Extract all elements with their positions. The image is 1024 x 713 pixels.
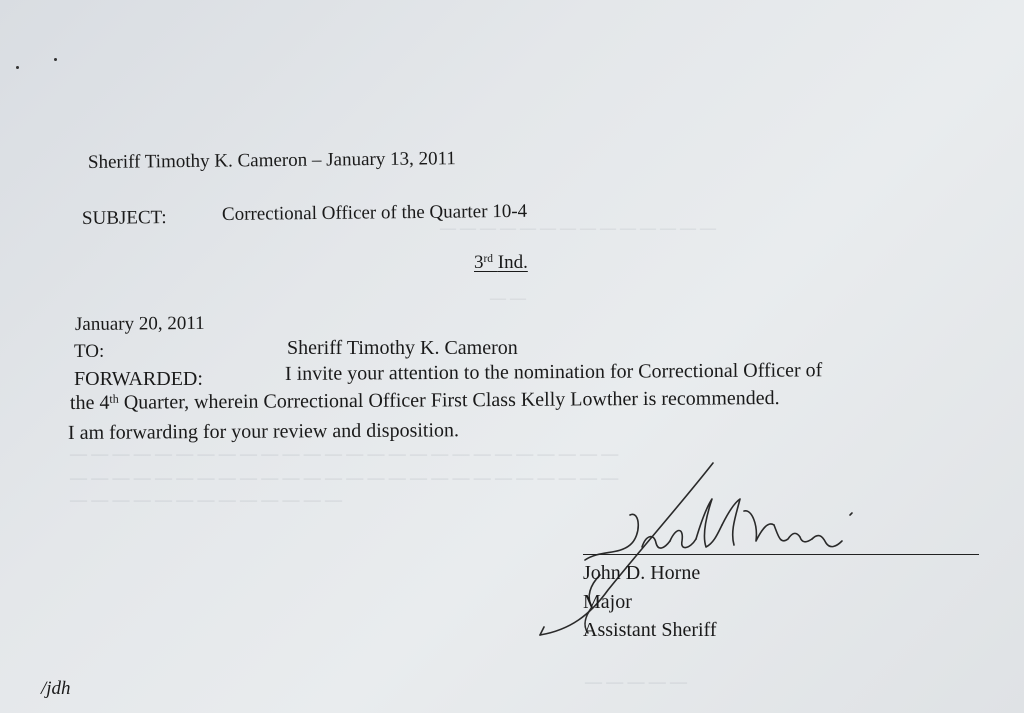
body-line-3: I am forwarding for your review and disposition.: [67, 419, 460, 444]
signature-line: [583, 554, 979, 555]
signer-title: Assistant Sheriff: [583, 619, 717, 641]
forwarded-label: FORWARDED:: [74, 368, 203, 390]
to-value: Sheriff Timothy K. Cameron: [287, 337, 518, 359]
bleed-through-text: — — — — — — — — — — — — — —: [440, 220, 716, 237]
body-line-1: I invite your attention to the nomination for Correctional Officer of: [284, 359, 823, 385]
handwritten-signature: [530, 455, 870, 645]
bleed-through-text: — — — — —: [585, 672, 687, 691]
indorsement-heading: [474, 252, 528, 274]
body-line-2-sup: th: [109, 391, 119, 406]
subject-label: SUBJECT:: [81, 207, 167, 229]
punch-dot: [16, 66, 19, 69]
body-line-2-start: the 4: [69, 391, 110, 414]
indorsement-number: 3: [474, 252, 484, 273]
indorsement-date: January 20, 2011: [74, 312, 205, 335]
punch-dot: [54, 58, 57, 61]
to-label: TO:: [74, 341, 105, 362]
signer-name: John D. Horne: [583, 562, 701, 584]
subject-text: Correctional Officer of the Quarter 10-4: [221, 200, 528, 225]
bleed-through-text: — — — — — — — — — — — — — — — — — — — — — — — — — —: [70, 444, 619, 463]
bleed-through-text: — — — — — — — — — — — — — — — — — — — — — — — — — —: [70, 468, 619, 487]
typist-initials: /jdh: [41, 678, 71, 699]
bleed-through-text: — —: [490, 290, 526, 307]
body-line-2-end: Quarter, wherein Correctional Officer First Class Kelly Lowther is recommended.: [118, 387, 780, 414]
bleed-through-text: — — — — — — — — — — — — —: [70, 490, 342, 509]
signer-rank: Major: [583, 591, 632, 613]
indorsement-suffix: rd: [483, 253, 493, 266]
indorsement-word: Ind.: [497, 252, 528, 273]
body-line-2: [70, 387, 780, 415]
from-line: Sheriff Timothy K. Cameron – January 13, 2011: [87, 148, 456, 173]
